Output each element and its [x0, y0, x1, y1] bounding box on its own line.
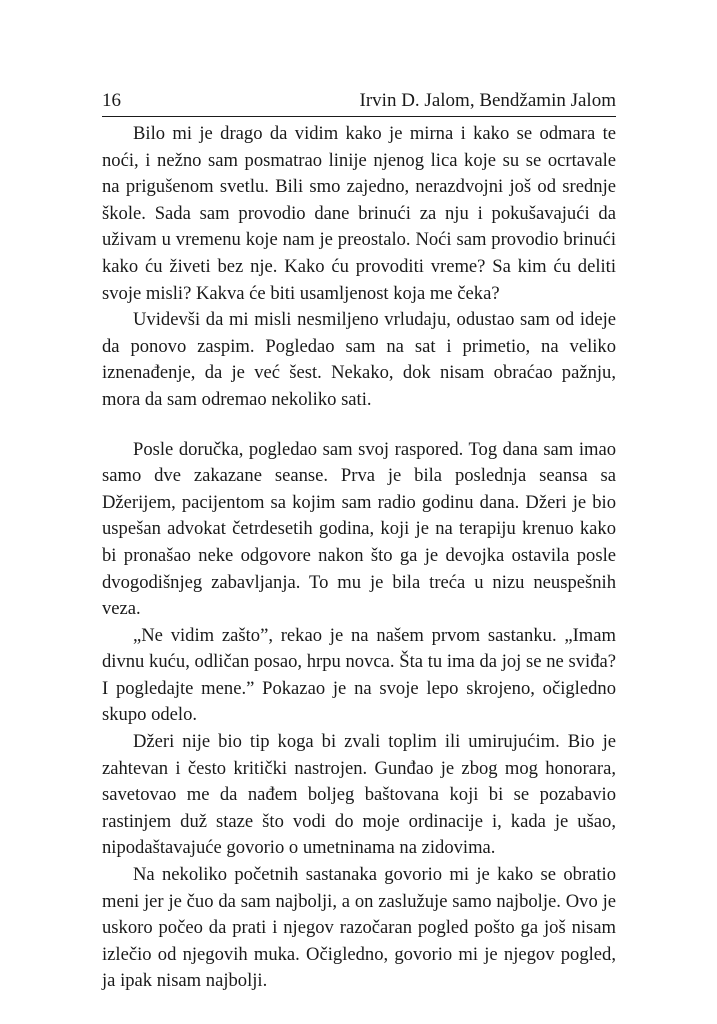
- paragraph: Bilo mi je drago da vidim kako je mirna i kako se odmara te noći, i nežno sam posmatrao linije njenog lica koje su se ocrtavale na prigušenom svetlu. Bili smo zajedno, nerazdvojni još od srednje škole. Sada sam provodio dane brinući za nju i pokušavajući da uživam u vremenu koje nam je preostalo. Noći sam provodio brinući kako ću živeti bez nje. Kako ću provoditi vreme? Sa kim ću deliti svoje misli? Kakva će biti usamljenost koja me čeka?: [102, 123, 616, 304]
- paragraph: „Ne vidim zašto”, rekao je na našem prvom sastanku. „Imam divnu kuću, odličan posao, hrpu novca. Šta tu ima da joj se ne sviđa? I pogledajte mene.” Pokazao je na svoje lepo skrojeno, očigledno skupo odelo.: [102, 624, 616, 726]
- running-header: [102, 88, 616, 117]
- running-title: Irvin D. Jalom, Bendžamin Jalom: [359, 90, 616, 111]
- paragraph: Na nekoliko početnih sastanaka govorio mi je kako se obratio meni jer je čuo da sam najbolji, a on zaslužuje samo najbolje. Ovo je uskoro počeo da prati i njegov razočaran pogled pošto ga još nisam izlečio od njegovih muka. Očigledno, govorio mi je njegov pogled, ja ipak nisam najbolji.: [102, 864, 616, 992]
- paragraph: Džeri nije bio tip koga bi zvali toplim ili umirujućim. Bio je zahtevan i često kritički nastrojen. Gunđao je zbog mog honorara, savetovao me da nađem boljeg baštovana koji bi se pozabavio rastinjem duž staze što vodi do moje ordinacije i, kada je ušao, nipodaštavajuće govorio o umetninama na zidovima.: [102, 731, 616, 859]
- paragraph: Posle doručka, pogledao sam svoj raspored. Tog dana sam imao samo dve zakazane seanse. Prva je bila poslednja seansa sa Džerijem, pacijentom sa kojim sam radio godinu dana. Džeri je bio uspešan advokat četrdesetih godina, koji je na terapiju krenuo kako bi pronašao neke odgovore nakon što ga je devojka ostavila posle dvogodišnjeg zabavljanja. To mu je bila treća u nizu neuspešnih veza.: [102, 438, 616, 620]
- page-number: 16: [102, 90, 121, 111]
- book-page: [102, 88, 616, 995]
- paragraph: Uvidevši da mi misli nesmiljeno vrludaju, odustao sam od ideje da ponovo zaspim. Pogledao sam na sat i primetio, na veliko iznenađenje, da je već šest. Nekako, dok nisam obraćao pažnju, mora da sam odremao nekoliko sati.: [102, 309, 616, 410]
- body-text: [102, 121, 616, 995]
